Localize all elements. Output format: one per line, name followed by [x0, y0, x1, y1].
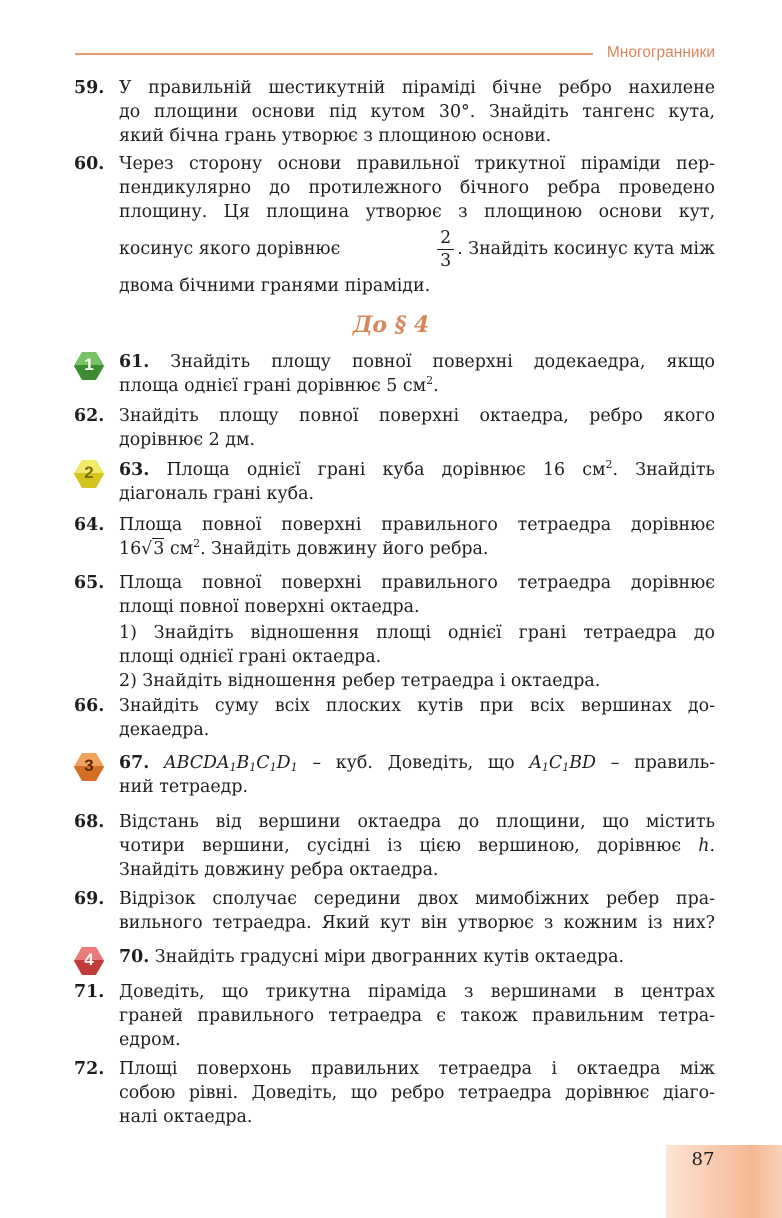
- problem-number: 62.: [74, 406, 105, 426]
- header-rule: [75, 53, 593, 55]
- problem-number: 60.: [74, 154, 105, 174]
- problem-text-line: площа однієї грані дорівнює 5 $см^2$.: [119, 374, 439, 396]
- fraction-denominator: 3: [440, 250, 452, 271]
- sqrt-sign: √: [141, 539, 153, 559]
- section-heading: До § 4: [352, 312, 430, 338]
- problem-text-line: налі октаедра.: [119, 1107, 253, 1127]
- problem-text-line: 16√3 $см^2$. Знайдіть довжину його ребра.: [119, 537, 489, 559]
- problem-text-line: 63. Площа однієї грані куба дорівнює 16 $см^2$. Знайдіть: [119, 458, 715, 480]
- problem-number: 63.: [119, 460, 150, 480]
- level-2-badge: 2: [72, 458, 106, 490]
- text-fragment: косинус якого дорівнює: [119, 239, 341, 259]
- problem-number: 59.: [74, 78, 105, 98]
- problem-text-line: Відстань від вершини октаедра до площини, що містить: [119, 812, 715, 832]
- problem-text-line: 61. Знайдіть площу повної поверхні додекаедра, якщо: [119, 352, 715, 372]
- text-fragment: . Знайдіть косинус кута між: [457, 239, 715, 259]
- problem-text-line: площі повної поверхні октаедра.: [119, 597, 420, 617]
- problem-text-line: едром.: [119, 1030, 181, 1050]
- problem-number: 61.: [119, 352, 150, 372]
- problem-text-line: Площі поверхонь правильних тетраедра і октаедра між: [119, 1059, 715, 1079]
- problem-text-line: Через сторону основи правильної трикутної піраміди пер-: [119, 154, 715, 174]
- problem-text-line: граней правильного тетраедра є також правильним тетра-: [119, 1006, 715, 1026]
- problem-number: 72.: [74, 1059, 105, 1079]
- level-3-badge: 3: [72, 751, 106, 783]
- problem-text-line: дорівнює 2 дм.: [119, 430, 256, 450]
- cube-name: $ABCDA_1B_1C_1D_1$: [164, 753, 298, 774]
- problem-number: 64.: [74, 515, 105, 535]
- problem-text-line: Площа повної поверхні правильного тетраедра дорівнює: [119, 515, 715, 535]
- problem-number: 71.: [74, 982, 105, 1002]
- page-number: 87: [691, 1149, 715, 1170]
- fraction-numerator: 2: [437, 227, 454, 250]
- problem-number: 69.: [74, 889, 105, 909]
- problem-text-line: Доведіть, що трикутна піраміда з вершинами в центрах: [119, 982, 715, 1002]
- problem-text-line: площину. Ця площина утворює з площиною основи кут,: [119, 202, 715, 222]
- problem-number: 67.: [119, 753, 150, 773]
- problem-text-line: діагональ грані куба.: [119, 484, 314, 504]
- problem-number: 68.: [74, 812, 105, 832]
- problem-number: 66.: [74, 696, 105, 716]
- level-4-badge: 4: [72, 945, 106, 977]
- sqrt-radicand: 3: [153, 539, 165, 559]
- problem-text-line: ний тетраедр.: [119, 777, 248, 797]
- problem-text-line: 70. Знайдіть градусні міри двогранних кутів октаедра.: [119, 947, 625, 967]
- problem-text-line: 1) Знайдіть відношення площі однієї грані тетраедра до: [119, 623, 715, 643]
- problem-text-line: пендикулярно до протилежного бічного ребра проведено: [119, 178, 715, 198]
- problem-text-line: 2) Знайдіть відношення ребер тетраедра і октаедра.: [119, 671, 601, 691]
- problem-text-line: чотири вершини, сусідні із цією вершиною, дорівнює h.: [119, 836, 715, 856]
- fraction: [437, 227, 454, 272]
- problem-text-line: Знайдіть суму всіх плоских кутів при всіх вершинах до-: [119, 696, 715, 716]
- problem-number: 65.: [74, 573, 105, 593]
- problem-text-line: Знайдіть довжину ребра октаедра.: [119, 860, 439, 880]
- tetrahedron-name: $A_1C_1BD$: [529, 753, 596, 774]
- problem-text-line: Площа повної поверхні правильного тетраедра дорівнює: [119, 573, 715, 593]
- problem-text-line: площі однієї грані октаедра.: [119, 647, 382, 667]
- problem-text-line: до площини основи під кутом 30°. Знайдіть тангенс кута,: [119, 102, 715, 122]
- problem-text-line: [119, 224, 715, 274]
- header-title: Многогранники: [606, 44, 715, 61]
- problem-text-line: який бічна грань утворює з площиною основи.: [119, 126, 552, 146]
- problem-text-line: двома бічними гранями піраміди.: [119, 276, 431, 296]
- problem-text-line: декаедра.: [119, 720, 210, 740]
- problem-text-line: 67. $ABCDA_1B_1C_1D_1$ – куб. Доведіть, що $A_1C_1BD$ – правиль-: [119, 753, 715, 774]
- problem-text-line: Знайдіть площу повної поверхні октаедра, ребро якого: [119, 406, 715, 426]
- problem-number: 70.: [119, 947, 150, 967]
- level-1-badge: 1: [72, 350, 106, 382]
- problem-text-line: У правильній шестикутній піраміді бічне ребро нахилене: [119, 78, 715, 98]
- problem-text-line: вильного тетраедра. Який кут він утворює з кожним із них?: [119, 913, 715, 933]
- problem-text-line: Відрізок сполучає середини двох мимобіжних ребер пра-: [119, 889, 715, 909]
- problem-text-line: собою рівні. Доведіть, що ребро тетраедра дорівнює діаго-: [119, 1083, 715, 1103]
